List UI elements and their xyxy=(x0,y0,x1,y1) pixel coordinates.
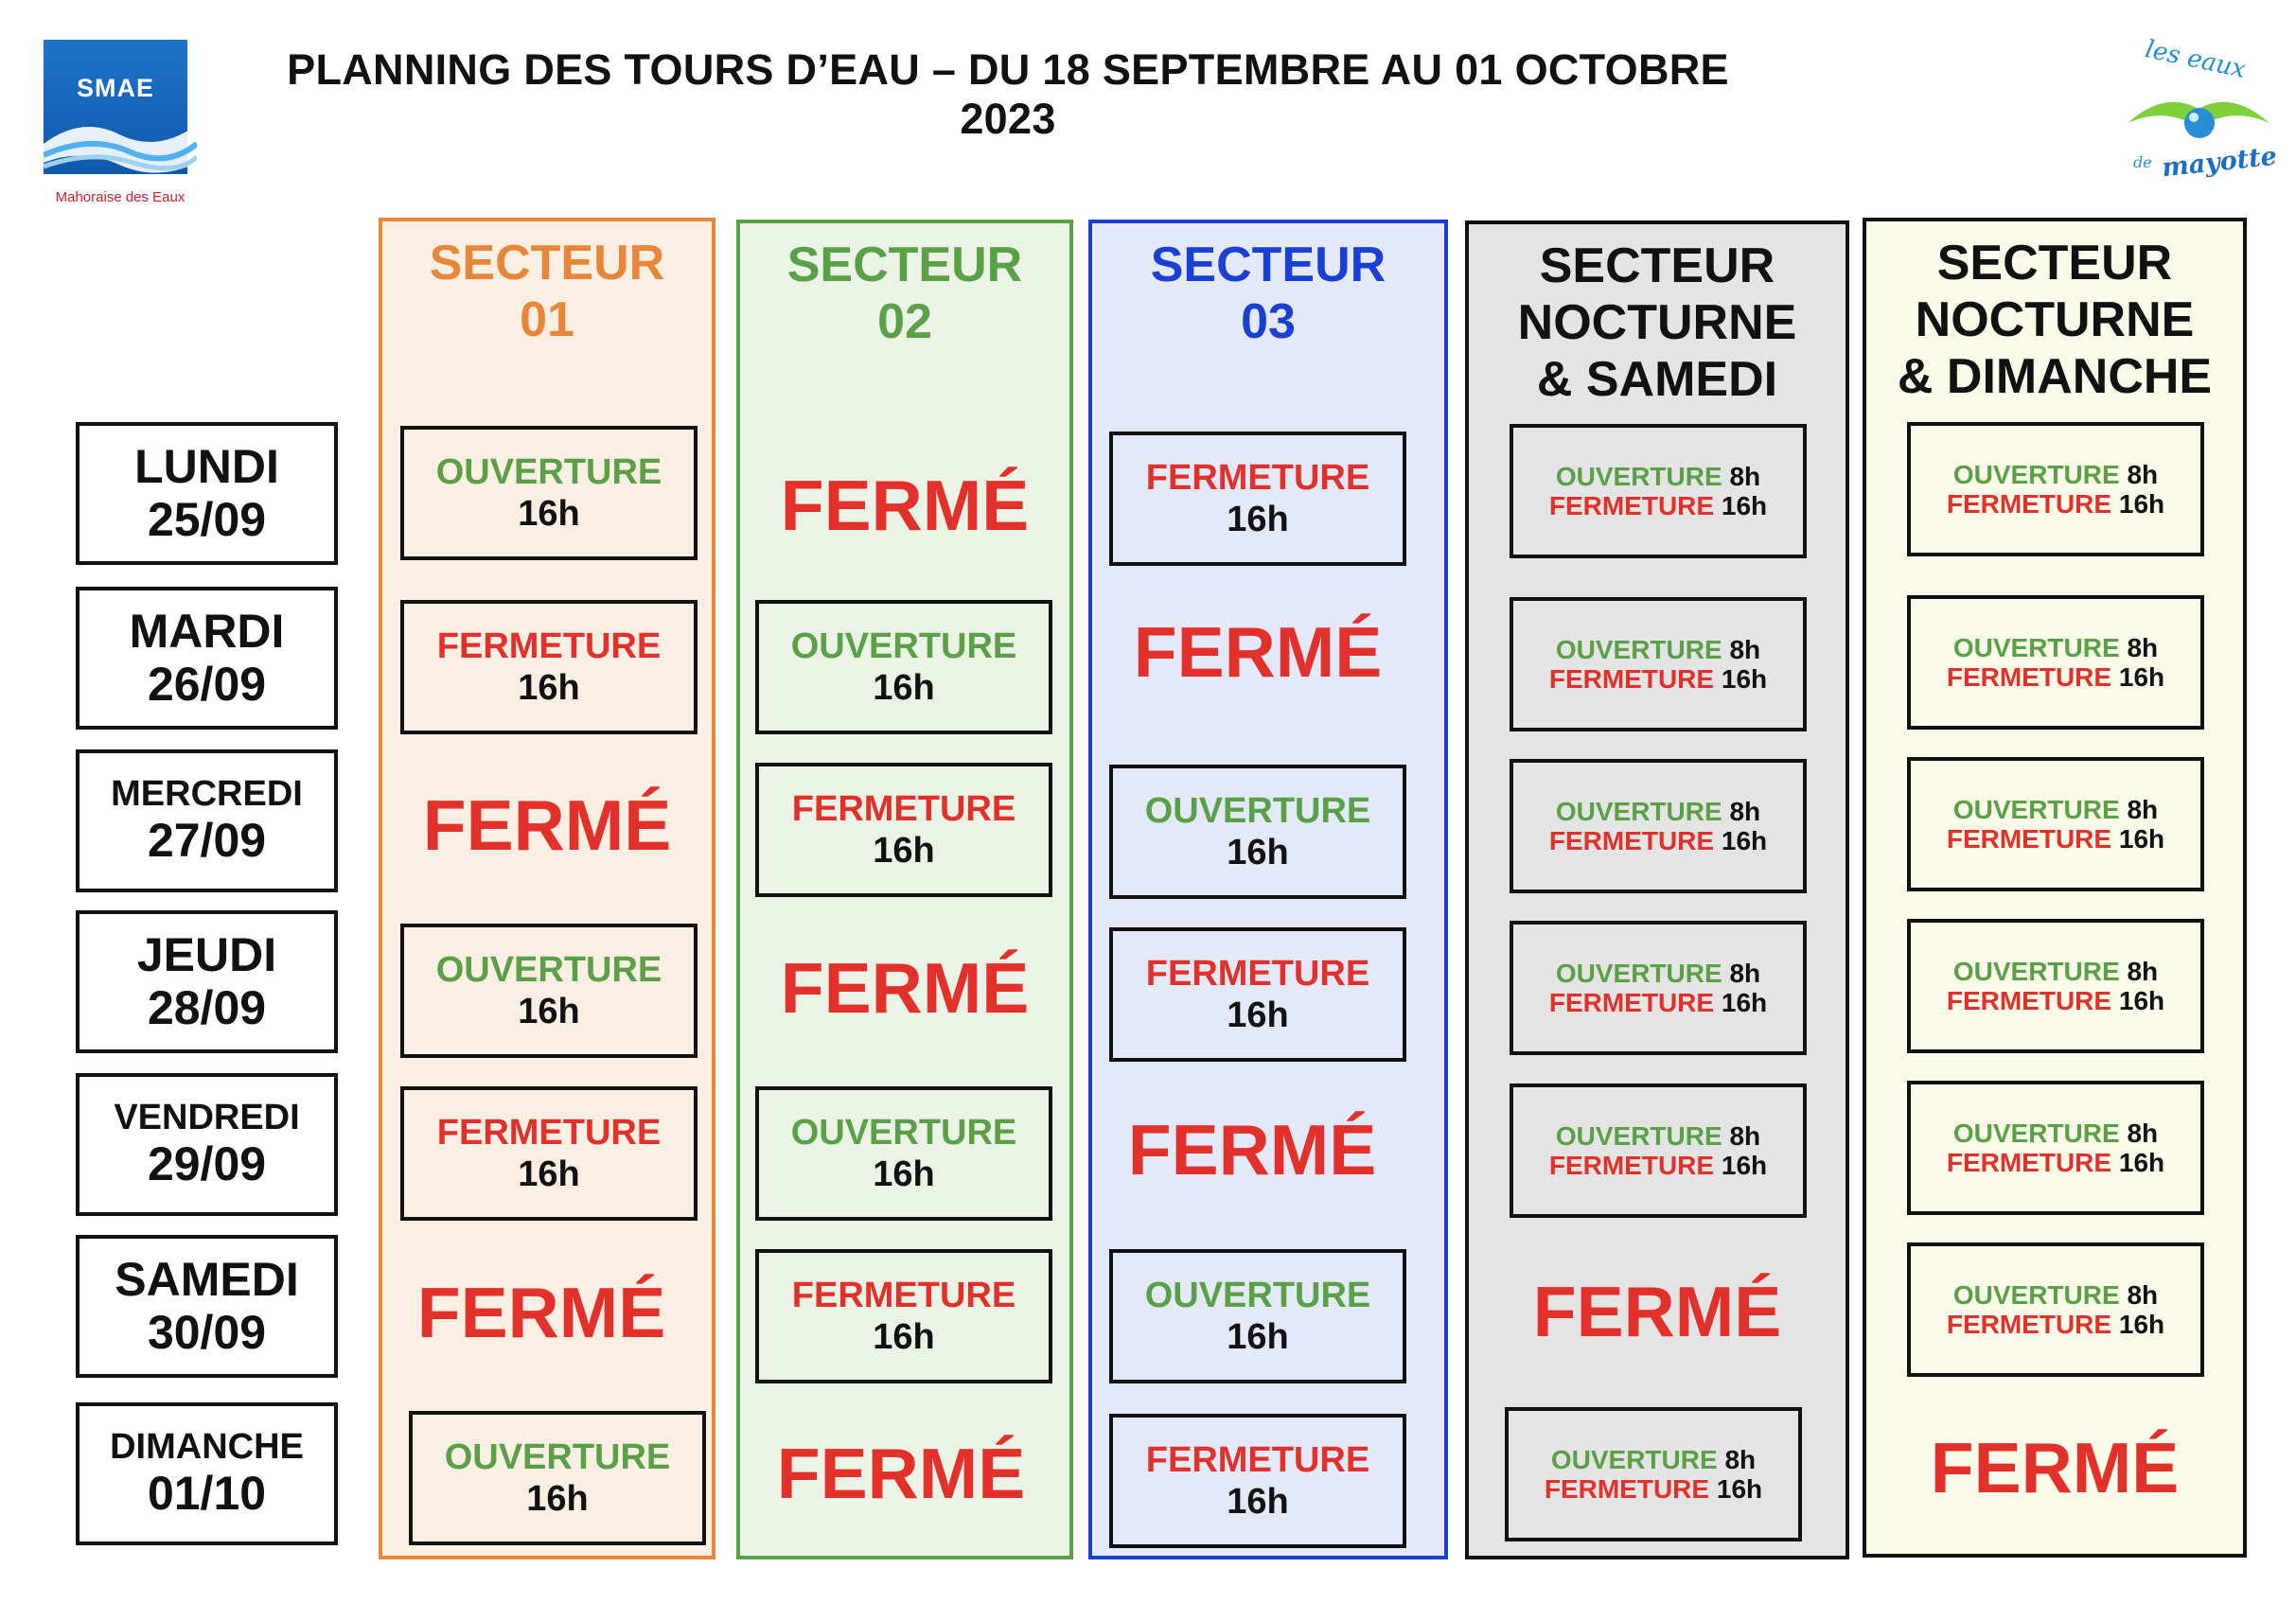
sector-03-title-line2: 03 xyxy=(1241,294,1296,349)
open-time: 8h xyxy=(1729,1121,1761,1151)
schedule-cell xyxy=(1907,595,2204,730)
day-date: 01/10 xyxy=(147,1467,267,1521)
open-label: OUVERTURE xyxy=(1952,795,2120,824)
close-label: FERMETURE xyxy=(1548,826,1715,855)
schedule-cell xyxy=(1510,1083,1807,1218)
day-date: 25/09 xyxy=(147,493,267,546)
close-time: 16h xyxy=(2118,824,2165,854)
close-label: FERMETURE xyxy=(1145,458,1370,498)
open-time: 8h xyxy=(2127,633,2159,662)
close-time: 16h xyxy=(2118,662,2165,692)
close-time: 16h xyxy=(1721,826,1768,855)
open-time: 8h xyxy=(1724,1445,1757,1474)
time-label: 16h xyxy=(518,1154,580,1194)
smae-logo xyxy=(34,40,206,210)
schedule-cell xyxy=(1907,1081,2204,1215)
schedule-cell xyxy=(400,600,698,734)
time-label: 16h xyxy=(1227,500,1289,539)
sector-03-column xyxy=(1088,220,1448,1559)
time-label: 16h xyxy=(518,992,580,1031)
close-label: FERMETURE xyxy=(436,1113,662,1153)
closed-label: FERMÉ xyxy=(1532,1272,1782,1351)
day-label-jeudi xyxy=(76,910,338,1053)
day-label-vendredi xyxy=(76,1073,338,1216)
sector-night-saturday-title-line1: SECTEUR xyxy=(1539,238,1775,293)
close-time: 16h xyxy=(2118,1148,2165,1177)
schedule-cell xyxy=(400,1086,698,1221)
close-label: FERMETURE xyxy=(1946,662,2112,692)
open-label: OUVERTURE xyxy=(1952,460,2120,489)
close-label: FERMETURE xyxy=(1548,1151,1715,1180)
open-time: 8h xyxy=(2127,1280,2159,1310)
schedule-cell xyxy=(1510,921,1807,1055)
sector-night-sunday-column xyxy=(1863,218,2247,1558)
sector-night-saturday-title-line2: NOCTURNE xyxy=(1517,295,1797,350)
schedule-cell xyxy=(1907,919,2204,1053)
schedule-cell xyxy=(755,763,1052,897)
sector-01-column xyxy=(379,218,715,1559)
open-time: 8h xyxy=(1729,635,1761,664)
time-label: 16h xyxy=(1227,995,1289,1035)
schedule-cell xyxy=(755,1086,1052,1221)
close-label: FERMETURE xyxy=(1548,988,1715,1017)
open-time: 8h xyxy=(1729,797,1761,826)
day-name: DIMANCHE xyxy=(110,1426,304,1467)
time-label: 16h xyxy=(1227,1482,1289,1522)
open-label: OUVERTURE xyxy=(1952,1119,2120,1148)
open-label: OUVERTURE xyxy=(1952,1280,2120,1310)
sector-01-title-line2: 01 xyxy=(520,292,574,347)
open-time: 8h xyxy=(1729,462,1761,491)
close-label: FERMETURE xyxy=(1548,491,1715,520)
time-label: 16h xyxy=(873,1317,935,1357)
close-label: FERMETURE xyxy=(1548,664,1715,694)
closed-label: FERMÉ xyxy=(1930,1428,2180,1507)
closed-label: FERMÉ xyxy=(776,1434,1026,1513)
close-label: FERMETURE xyxy=(1946,986,2112,1015)
day-label-mercredi xyxy=(76,749,338,892)
schedule-cell xyxy=(1907,422,2204,556)
day-date: 28/09 xyxy=(147,981,267,1034)
open-time: 8h xyxy=(2127,1119,2159,1148)
close-label: FERMETURE xyxy=(791,1276,1016,1315)
schedule-cell xyxy=(400,426,698,560)
close-label: FERMETURE xyxy=(436,626,662,666)
open-label: OUVERTURE xyxy=(1555,1121,1722,1151)
close-time: 16h xyxy=(1721,1151,1768,1180)
sector-night-saturday-title-line3: & SAMEDI xyxy=(1536,352,1778,407)
schedule-cell xyxy=(1510,597,1807,731)
sector-03-title-line1: SECTEUR xyxy=(1150,238,1386,292)
sector-02-title-line1: SECTEUR xyxy=(786,238,1023,292)
time-label: 16h xyxy=(1227,833,1289,872)
day-name: LUNDI xyxy=(134,440,279,493)
schedule-cell xyxy=(1109,927,1406,1062)
close-label: FERMETURE xyxy=(1946,489,2112,519)
day-name: JEUDI xyxy=(136,928,277,981)
time-label: 16h xyxy=(873,831,935,871)
open-label: OUVERTURE xyxy=(790,1113,1017,1153)
close-label: FERMETURE xyxy=(1544,1474,1710,1504)
sector-02-title-line2: 02 xyxy=(877,294,932,349)
day-label-mardi xyxy=(76,587,338,730)
open-label: OUVERTURE xyxy=(1952,633,2120,662)
open-label: OUVERTURE xyxy=(1555,635,1722,664)
smae-logo-text: SMAE xyxy=(76,74,154,102)
open-time: 8h xyxy=(2127,460,2159,489)
close-time: 16h xyxy=(1721,988,1768,1017)
close-time: 16h xyxy=(1716,1474,1763,1504)
open-label: OUVERTURE xyxy=(1555,797,1722,826)
day-date: 30/09 xyxy=(147,1306,267,1359)
closed-label: FERMÉ xyxy=(1133,612,1383,692)
eaux-logo-de: de xyxy=(2133,153,2152,171)
schedule-cell xyxy=(1109,1249,1406,1383)
close-label: FERMETURE xyxy=(1946,824,2112,854)
schedule-cell xyxy=(409,1411,706,1545)
close-time: 16h xyxy=(1721,491,1768,520)
closed-label: FERMÉ xyxy=(422,785,672,865)
smae-wave-icon xyxy=(44,106,197,182)
page-title: PLANNING DES TOURS D’EAU – DU 18 SEPTEMBRE AU 01 OCTOBRE 2023 xyxy=(287,45,1729,143)
schedule-cell xyxy=(1510,759,1807,893)
sector-night-sunday-title-line2: NOCTURNE xyxy=(1915,292,2195,347)
open-label: OUVERTURE xyxy=(1555,959,1722,988)
day-date: 29/09 xyxy=(147,1137,267,1191)
close-label: FERMETURE xyxy=(1946,1148,2112,1177)
closed-label: FERMÉ xyxy=(780,466,1030,545)
eaux-logo-top: les eaux xyxy=(2143,35,2249,84)
open-label: OUVERTURE xyxy=(444,1437,671,1477)
day-label-samedi xyxy=(76,1235,338,1378)
open-label: OUVERTURE xyxy=(1550,1445,1718,1474)
open-label: OUVERTURE xyxy=(790,626,1017,666)
open-time: 8h xyxy=(1729,959,1761,988)
open-label: OUVERTURE xyxy=(435,950,662,990)
close-time: 16h xyxy=(2118,489,2165,519)
schedule-cell xyxy=(755,1249,1052,1383)
schedule-cell xyxy=(400,924,698,1058)
day-label-lundi xyxy=(76,422,338,565)
open-time: 8h xyxy=(2127,957,2159,986)
smae-logo-caption: Mahoraise des Eaux xyxy=(55,189,185,205)
time-label: 16h xyxy=(873,1154,935,1194)
schedule-cell xyxy=(1109,432,1406,566)
schedule-cell xyxy=(1505,1407,1802,1541)
water-drop-icon xyxy=(2128,85,2270,151)
eaux-logo-bottom: mayotte xyxy=(2160,141,2279,184)
open-label: OUVERTURE xyxy=(1144,1276,1371,1315)
closed-label: FERMÉ xyxy=(780,948,1030,1028)
closed-label: FERMÉ xyxy=(1127,1110,1377,1189)
schedule-cell xyxy=(1907,1242,2204,1377)
day-date: 26/09 xyxy=(147,658,267,711)
time-label: 16h xyxy=(1227,1317,1289,1357)
open-time: 8h xyxy=(2127,795,2159,824)
close-time: 16h xyxy=(2118,1310,2165,1339)
day-name: MERCREDI xyxy=(111,773,303,814)
close-time: 16h xyxy=(1721,664,1768,694)
open-label: OUVERTURE xyxy=(1144,791,1371,831)
time-label: 16h xyxy=(518,668,580,708)
close-time: 16h xyxy=(2118,986,2165,1015)
closed-label: FERMÉ xyxy=(416,1273,666,1352)
eaux-de-mayotte-logo xyxy=(2120,35,2279,187)
day-name: VENDREDI xyxy=(114,1097,300,1137)
sector-night-sunday-title-line3: & DIMANCHE xyxy=(1897,349,2213,404)
schedule-cell xyxy=(1109,1414,1406,1548)
day-name: MARDI xyxy=(129,605,285,658)
day-name: SAMEDI xyxy=(115,1253,299,1306)
time-label: 16h xyxy=(526,1479,589,1519)
day-date: 27/09 xyxy=(147,814,267,868)
sector-night-sunday-title-line1: SECTEUR xyxy=(1936,236,2173,291)
schedule-cell xyxy=(1510,424,1807,558)
sector-01-title-line1: SECTEUR xyxy=(429,236,665,291)
close-label: FERMETURE xyxy=(791,789,1016,829)
open-label: OUVERTURE xyxy=(1555,462,1722,491)
close-label: FERMETURE xyxy=(1145,954,1370,994)
schedule-cell xyxy=(1109,765,1406,899)
close-label: FERMETURE xyxy=(1145,1440,1370,1480)
schedule-cell xyxy=(755,600,1052,734)
sector-night-saturday-column xyxy=(1465,220,1849,1559)
schedule-cell xyxy=(1907,757,2204,891)
sector-02-column xyxy=(736,220,1073,1559)
time-label: 16h xyxy=(873,668,935,708)
day-label-dimanche xyxy=(76,1402,338,1545)
open-label: OUVERTURE xyxy=(435,452,662,492)
open-label: OUVERTURE xyxy=(1952,957,2120,986)
close-label: FERMETURE xyxy=(1946,1310,2112,1339)
time-label: 16h xyxy=(518,494,580,534)
